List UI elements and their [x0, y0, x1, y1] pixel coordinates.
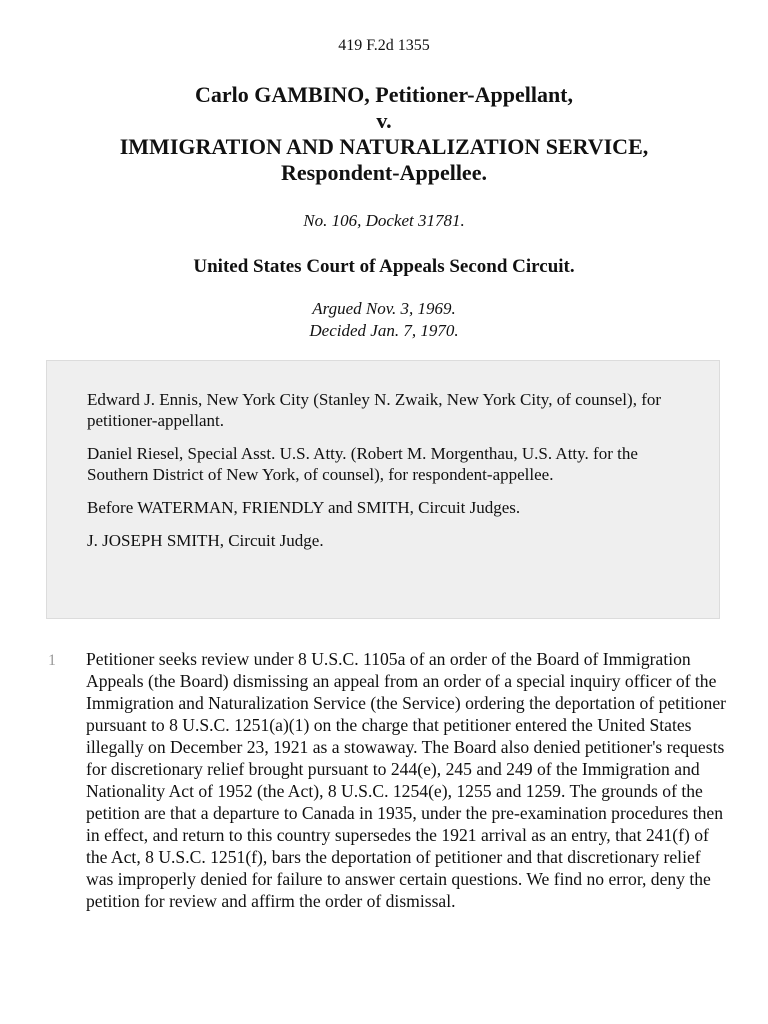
judges-panel: Before WATERMAN, FRIENDLY and SMITH, Circuit Judges.: [87, 498, 521, 517]
respondent-role-line: Respondent-Appellee.: [281, 160, 487, 185]
case-citation: 419 F.2d 1355: [338, 37, 430, 54]
petitioner-line: Carlo GAMBINO, Petitioner-Appellant,: [194, 82, 574, 107]
respondent-agency-line: IMMIGRATION AND NATURALIZATION SERVICE,: [119, 134, 649, 159]
petitioner-counsel: Edward J. Ennis, New York City (Stanley N. Zwaik, New York City, of counsel), for petitioner-appellant.: [87, 390, 662, 430]
case-dates: [0, 298, 768, 342]
case-caption: [0, 82, 768, 186]
court-name: United States Court of Appeals Second Circuit.: [193, 256, 575, 277]
opinion-author: J. JOSEPH SMITH, Circuit Judge.: [87, 531, 324, 550]
decided-date: Decided Jan. 7, 1970.: [309, 321, 459, 340]
paragraph-number: 1: [48, 652, 56, 669]
docket-number: No. 106, Docket 31781.: [303, 211, 465, 230]
respondent-counsel: Daniel Riesel, Special Asst. U.S. Atty. (Robert M. Morgenthau, U.S. Atty. for the Southern District of New York, of counsel), for respondent-appellee.: [87, 444, 638, 484]
versus-line: v.: [376, 108, 392, 133]
argued-date: Argued Nov. 3, 1969.: [312, 299, 456, 318]
paragraph-text: Petitioner seeks review under 8 U.S.C. 1105a of an order of the Board of Immigration Appeals (the Board) dismissing an appeal from an order of a special inquiry officer of the Immigration and Naturalization Service (the Service) ordering the deportation of petitioner pursuant to 8 U.S.C. 1251(a)(1) on the charge that petitioner entered the United States illegally on December 23, 1921 as a stowaway. The Board also denied petitioner's requests for discretionary relief brought pursuant to 244(e), 245 and 249 of the Immigration and Nationality Act of 1952 (the Act), 8 U.S.C. 1254(e), 1255 and 1259. The grounds of the petition are that a departure to Canada in 1935, under the pre-examination procedures then in effect, and return to this country supersedes the 1921 arrival as an entry, that 241(f) of the Act, 8 U.S.C. 1251(f), bars the deportation of petitioner and that discretionary relief was improperly denied for failure to answer certain questions. We find no error, deny the petition for review and affirm the order of dismissal.: [86, 649, 726, 911]
counsel-panel: [46, 360, 720, 619]
